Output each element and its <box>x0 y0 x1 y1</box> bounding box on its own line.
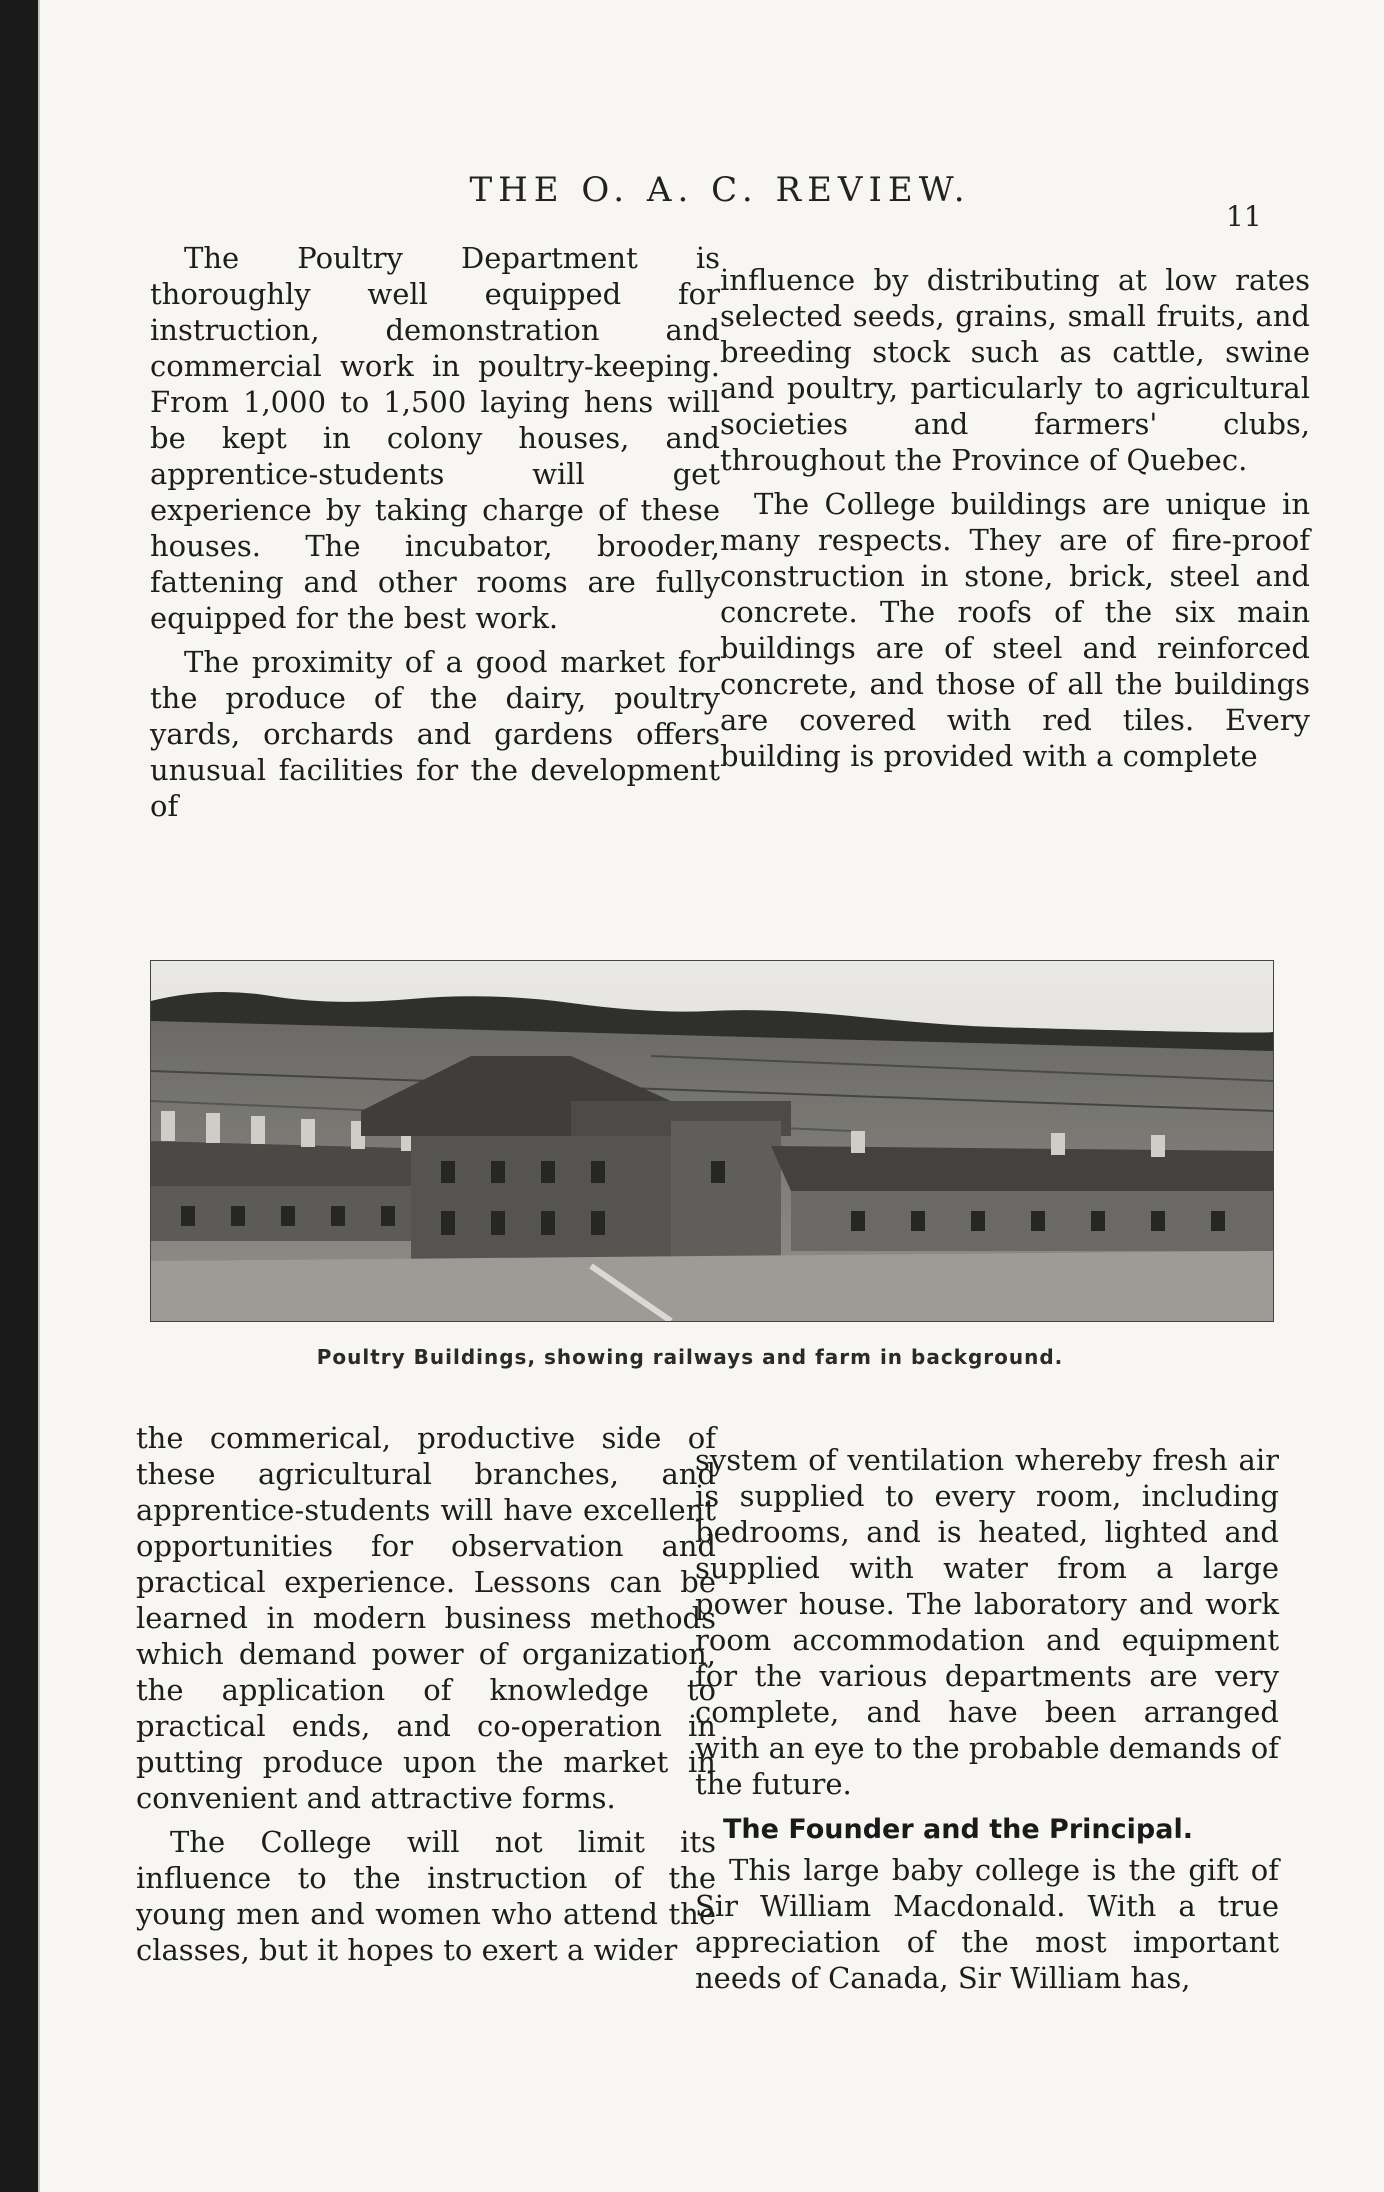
paragraph: The College buildings are unique in many respects. They are of fire-proof construction in stone, brick, steel and concrete. The roofs of the six main buildings are of steel and reinforced concrete, and those of all the buildings are covered with red tiles. Every building is provided with a complete <box>720 487 1310 773</box>
paragraph: The Poultry Department is thoroughly well equipped for instruction, demonstration and commercial work in poultry-keeping. From 1,000 to 1,500 laying hens will be kept in colony houses, and apprentice-students will get experience by taking charge of these houses. The incubator, brooder, fattening and other rooms are fully equipped for the best work. <box>150 241 720 635</box>
paragraph: influence by distributing at low rates selected seeds, grains, small fruits, and breeding stock such as cattle, swine and poultry, particularly to agricultural societies and farmers' clubs, throughout the Province of Quebec. <box>720 263 1310 477</box>
paragraph: The College will not limit its influence to the instruction of the young men and women who attend the classes, but it hopes to exert a wider <box>136 1825 716 1967</box>
journal-page <box>38 0 1384 2192</box>
paragraph: system of ventilation whereby fresh air is supplied to every room, including bedrooms, and is heated, lighted and supplied with water from a large power house. The laboratory and work room accommodation and equipment for the various departments are very complete, and have been arranged with an eye to the probable demands of the future. <box>695 1443 1279 1801</box>
page-number: 11 <box>1226 200 1262 233</box>
running-head: THE O. A. C. REVIEW. <box>469 170 971 210</box>
column-bottom-left <box>136 1420 716 1976</box>
paragraph: The proximity of a good market for the produce of the dairy, poultry yards, orchards and gardens offers unusual facilities for the development of <box>150 645 720 823</box>
paragraph: This large baby college is the gift of Sir William Macdonald. With a true appreciation of the most important needs of Canada, Sir William has, <box>695 1853 1279 1995</box>
scan-margin <box>0 0 38 2192</box>
figure-caption: Poultry Buildings, showing railways and farm in background. <box>316 1345 1064 1369</box>
column-top-left <box>150 240 720 832</box>
paragraph: the commerical, productive side of these agricultural branches, and apprentice-students will have excellent opportunities for observation and practical experience. Lessons can be learned in modern business methods which demand power of organization, the application of knowledge to practical ends, and co-operation in putting produce upon the market in convenient and attractive forms. <box>136 1421 716 1815</box>
column-bottom-right <box>695 1442 1279 2004</box>
poultry-buildings-photo <box>150 960 1274 1322</box>
section-heading: The Founder and the Principal. <box>723 1814 1193 1845</box>
column-top-right <box>720 262 1310 782</box>
